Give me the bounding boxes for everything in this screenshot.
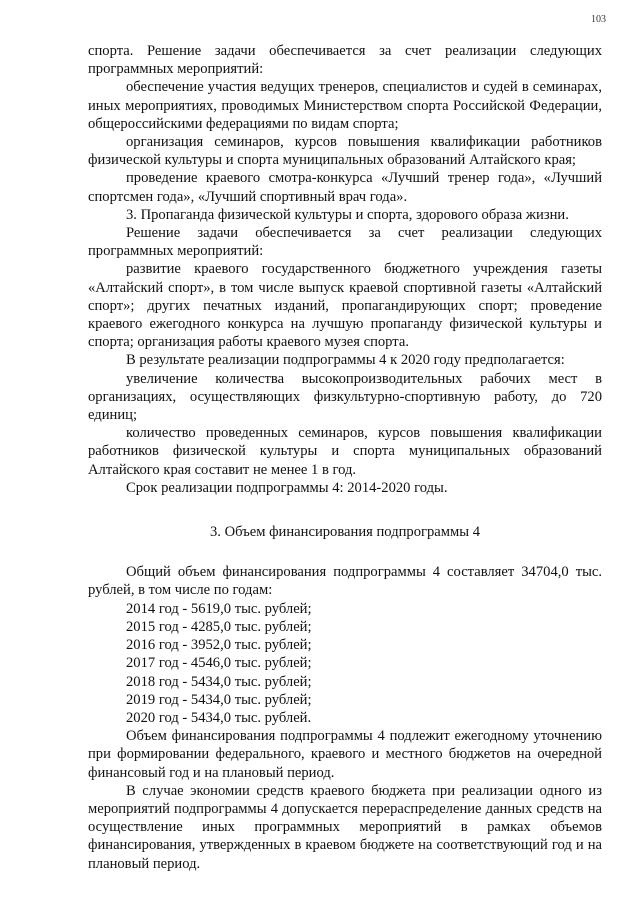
paragraph-1: спорта. Решение задачи обеспечивается за счет реализации следующих программных мероприятий:: [88, 43, 602, 78]
closing-paragraph-1: Объем финансирования подпрограммы 4 подлежит ежегодному уточнению при формировании федерального, краевого и местного бюджетов на очередной финансовый год и на плановый период.: [88, 728, 602, 781]
funding-year-item: 2014 год - 5619,0 тыс. рублей;: [126, 600, 312, 617]
paragraph-2: обеспечение участия ведущих тренеров, специалистов и судей в семинарах, иных мероприятиях, проводимых Министерством спорта Российской Федерации, общероссийскими федерациями по видам спорта;: [88, 79, 602, 132]
funding-year-item: 2018 год - 5434,0 тыс. рублей;: [126, 673, 312, 690]
funding-intro: Общий объем финансирования подпрограммы 4 составляет 34704,0 тыс. рублей, в том числе по годам:: [88, 564, 602, 599]
page-number: 103: [591, 14, 606, 25]
paragraph-6: Решение задачи обеспечивается за счет реализации следующих программных мероприятий:: [88, 225, 602, 260]
section-heading: 3. Объем финансирования подпрограммы 4: [210, 524, 480, 541]
paragraph-11: Срок реализации подпрограммы 4: 2014-2020 годы.: [126, 479, 448, 496]
funding-year-list: [88, 600, 602, 727]
paragraph-3: организация семинаров, курсов повышения квалификации работников физической культуры и спорта муниципальных образований Алтайского края;: [88, 134, 602, 169]
bottom-paragraphs: [88, 727, 602, 873]
closing-paragraph-2: В случае экономии средств краевого бюджета при реализации одного из мероприятий подпрограммы 4 допускается перераспределение данных средств на осуществление иных программных мероприятий в рамках объемов финансирования, утвержденных в краевом бюджете на соответствующий год и на плановый период.: [88, 782, 602, 872]
funding-year-item: 2017 год - 4546,0 тыс. рублей;: [126, 655, 312, 672]
funding-year-item: 2019 год - 5434,0 тыс. рублей;: [126, 691, 312, 708]
funding-year-item: 2015 год - 4285,0 тыс. рублей;: [126, 618, 312, 635]
paragraph-9: увеличение количества высокопроизводительных рабочих мест в организациях, осуществляющих физкультурно-спортивную работу, до 720 единиц;: [88, 370, 602, 424]
funding-year-item: 2016 год - 3952,0 тыс. рублей;: [126, 637, 312, 654]
top-paragraphs: [88, 42, 602, 497]
paragraph-5: 3. Пропаганда физической культуры и спорта, здорового образа жизни.: [126, 206, 569, 223]
paragraph-4: проведение краевого смотра-конкурса «Лучший тренер года», «Лучший спортсмен года», «Лучший спортивный врач года».: [88, 170, 602, 205]
paragraph-8: В результате реализации подпрограммы 4 к 2020 году предполагается:: [126, 352, 565, 369]
paragraph-10: количество проведенных семинаров, курсов повышения квалификации работников физической культуры и спорта муниципальных образований Алтайского края составит не менее 1 в год.: [88, 425, 602, 478]
paragraph-7: развитие краевого государственного бюджетного учреждения газеты «Алтайский спорт», в том числе выпуск краевой спортивной газеты «Алтайский спорт»; других печатных изданий, пропагандирующих спорт; проведение краевого ежегодного конкурса на лучшую пропаганду физической культуры и спорта; организация работы краевого музея спорта.: [88, 261, 602, 351]
funding-year-item: 2020 год - 5434,0 тыс. рублей.: [126, 709, 312, 726]
document-body: [88, 42, 602, 873]
